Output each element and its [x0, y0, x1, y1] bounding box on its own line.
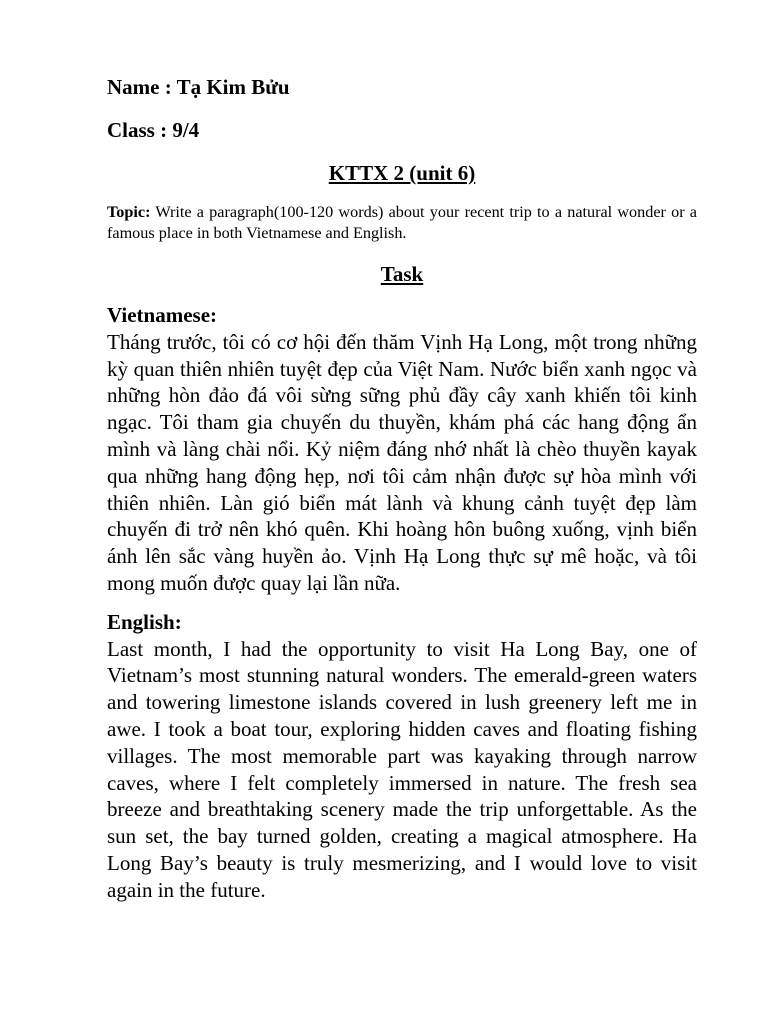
document-title: KTTX 2 (unit 6) [328, 161, 476, 185]
topic-text: Write a paragraph(100-120 words) about your recent trip to a natural wonder or a famous place in both Vietnamese and English. [107, 203, 697, 242]
vietnamese-heading: Vietnamese: [107, 303, 218, 327]
english-paragraph: Last month, I had the opportunity to visit Ha Long Bay, one of Vietnam’s most stunning natural wonders. The emerald-green waters and towering limestone islands covered in lush greenery left me in awe. I took a boat tour, exploring hidden caves and floating fishing villages. The most memorable part was kayaking through narrow caves, where I felt completely immersed in nature. The fresh sea breeze and breathtaking scenery made the trip unforgettable. As the sun set, the bay turned golden, creating a magical atmosphere. Ha Long Bay’s beauty is truly mesmerizing, and I would love to visit again in the future. [107, 636, 697, 902]
topic-label: Topic: [107, 203, 151, 221]
student-class-line: Class : 9/4 [107, 118, 200, 142]
document-page [107, 72, 697, 904]
vietnamese-paragraph: Tháng trước, tôi có cơ hội đến thăm Vịnh Hạ Long, một trong những kỳ quan thiên nhiên tuyệt đẹp của Việt Nam. Nước biển xanh ngọc và những hòn đảo đá vôi sừng sững phủ đầy cây xanh khiến tôi kinh ngạc. Tôi tham gia chuyến du thuyền, khám phá các hang động ẩn mình và làng chài nổi. Kỷ niệm đáng nhớ nhất là chèo thuyền kayak qua những hang động hẹp, nơi tôi cảm nhận được sự hòa mình với thiên nhiên. Làn gió biển mát lành và khung cảnh tuyệt đẹp làm chuyến đi trở nên khó quên. Khi hoàng hôn buông xuống, vịnh biển ánh lên sắc vàng huyền ảo. Vịnh Hạ Long thực sự mê hoặc, và tôi mong muốn được quay lại lần nữa. [107, 329, 697, 595]
student-name-line: Name : Tạ Kim Bửu [107, 75, 290, 99]
english-heading: English: [107, 609, 182, 634]
topic-instruction [107, 202, 697, 244]
task-heading: Task [380, 262, 424, 286]
